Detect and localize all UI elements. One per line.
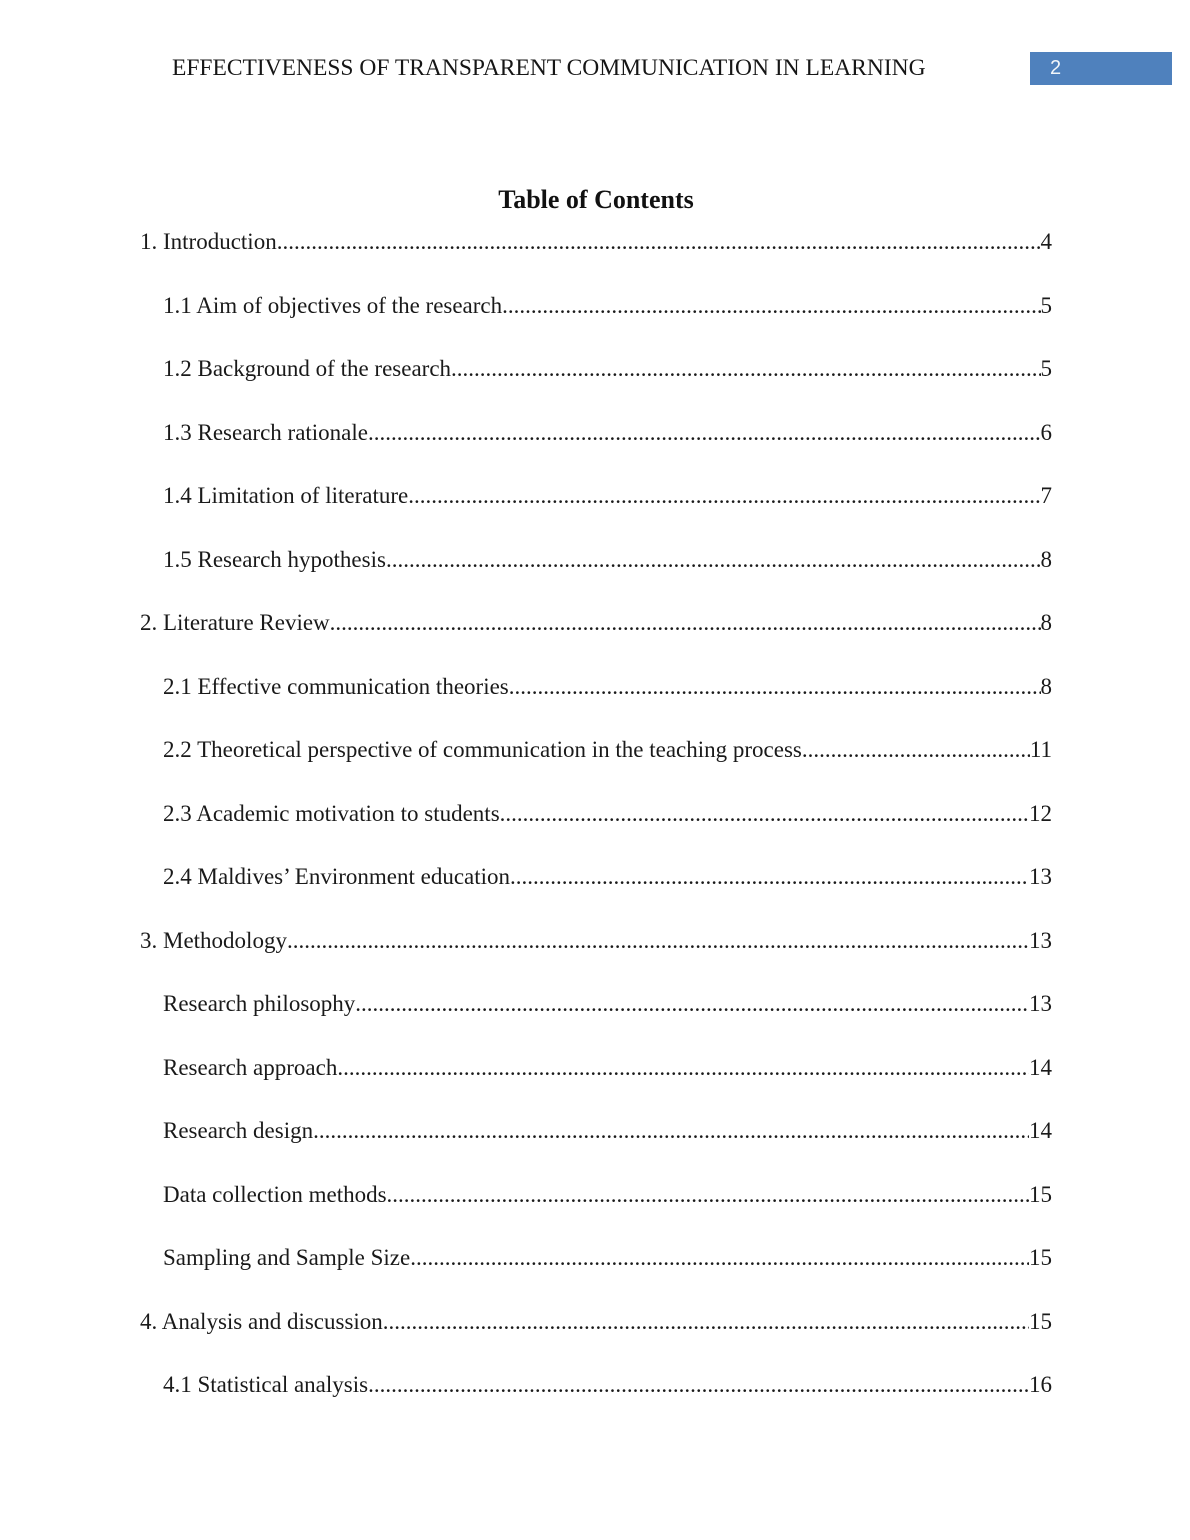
toc-entry[interactable] — [140, 800, 1052, 827]
toc-entry-page-number: 4 — [1040, 229, 1052, 254]
toc-entry[interactable] — [140, 863, 1052, 890]
toc-entry[interactable] — [140, 609, 1052, 636]
toc-entry-label: 4. Analysis and discussion — [140, 1308, 383, 1334]
toc-entry-label: 1.3 Research rationale — [163, 419, 368, 445]
toc-entry[interactable] — [140, 228, 1052, 255]
toc-dot-leader — [277, 228, 1041, 255]
toc-entry[interactable] — [140, 1117, 1052, 1144]
toc-entry-page-number: 5 — [1040, 292, 1052, 318]
toc-title: Table of Contents — [498, 185, 694, 214]
toc-entry[interactable] — [140, 1371, 1052, 1398]
toc-dot-leader — [500, 800, 1029, 827]
toc-dot-leader — [802, 736, 1030, 763]
toc-dot-leader — [408, 482, 1040, 509]
toc-entry-page-number: 13 — [1029, 864, 1052, 889]
toc-entry[interactable] — [140, 673, 1052, 700]
toc-entry-page-number: 8 — [1040, 673, 1052, 699]
toc-entry-label: 4.1 Statistical analysis — [163, 1372, 369, 1397]
toc-entry-label: Research approach — [163, 1054, 338, 1080]
toc-entry-page-number: 8 — [1040, 610, 1052, 635]
toc-entry-page-number: 13 — [1029, 991, 1052, 1016]
toc-entry-page-number: 6 — [1040, 419, 1052, 445]
toc-dot-leader — [410, 1244, 1029, 1271]
toc-entry-label: 1.4 Limitation of literature — [163, 483, 409, 508]
toc-entry-label: 1. Introduction — [140, 229, 277, 254]
toc-entry[interactable] — [140, 1181, 1052, 1208]
toc-entry-label: 1.2 Background of the research — [163, 356, 452, 381]
toc-dot-leader — [368, 1371, 1029, 1398]
toc-entry-label: 2.3 Academic motivation to students — [163, 800, 500, 826]
toc-entry[interactable] — [140, 482, 1052, 509]
toc-entry[interactable] — [140, 419, 1052, 446]
toc-entry[interactable] — [140, 355, 1052, 382]
toc-dot-leader — [387, 1181, 1029, 1208]
toc-entry-page-number: 16 — [1029, 1372, 1052, 1397]
toc-entry-page-number: 15 — [1029, 1181, 1052, 1207]
toc-dot-leader — [287, 927, 1029, 954]
toc-dot-leader — [510, 863, 1029, 890]
page-header — [140, 52, 1172, 85]
toc-dot-leader — [330, 609, 1041, 636]
toc-entry[interactable] — [140, 736, 1052, 763]
toc-entry-label: Data collection methods — [163, 1181, 387, 1207]
toc-dot-leader — [337, 1054, 1029, 1081]
toc-entry-page-number: 13 — [1029, 927, 1052, 953]
toc-entry[interactable] — [140, 1054, 1052, 1081]
page-number-badge — [1030, 52, 1172, 85]
toc-entry-label: 1.1 Aim of objectives of the research — [163, 292, 503, 318]
toc-entry-page-number: 11 — [1029, 737, 1052, 762]
toc-entry-label: 2.2 Theoretical perspective of communication in the teaching process — [163, 737, 802, 762]
toc-entry[interactable] — [140, 990, 1052, 1017]
toc-entry-label: 3. Methodology — [140, 927, 287, 953]
toc-dot-leader — [313, 1117, 1029, 1144]
toc-entry-label: Sampling and Sample Size — [163, 1245, 411, 1270]
toc-list — [140, 228, 1052, 1398]
toc-dot-leader — [386, 546, 1041, 573]
toc-dot-leader — [509, 673, 1041, 700]
toc-entry-label: 1.5 Research hypothesis — [163, 546, 386, 572]
toc-entry-page-number: 12 — [1029, 800, 1052, 826]
toc-dot-leader — [368, 419, 1041, 446]
toc-entry[interactable] — [140, 546, 1052, 573]
toc-entry-label: Research philosophy — [163, 991, 356, 1016]
table-of-contents — [140, 185, 1052, 1398]
toc-entry[interactable] — [140, 1308, 1052, 1335]
toc-entry-page-number: 14 — [1029, 1054, 1052, 1080]
toc-entry-label: Research design — [163, 1118, 314, 1143]
toc-entry[interactable] — [140, 1244, 1052, 1271]
toc-dot-leader — [502, 292, 1040, 319]
toc-entry-page-number: 7 — [1040, 483, 1052, 508]
toc-entry-page-number: 8 — [1040, 546, 1052, 572]
toc-dot-leader — [451, 355, 1040, 382]
toc-entry-page-number: 15 — [1029, 1245, 1052, 1270]
toc-dot-leader — [355, 990, 1029, 1017]
toc-entry-page-number: 14 — [1029, 1118, 1052, 1143]
page-number: 2 — [1050, 57, 1062, 79]
toc-entry[interactable] — [140, 292, 1052, 319]
toc-entry-label: 2. Literature Review — [140, 610, 330, 635]
toc-entry-page-number: 15 — [1029, 1308, 1052, 1334]
running-title: EFFECTIVENESS OF TRANSPARENT COMMUNICATION IN LEARNING — [172, 55, 926, 81]
toc-entry-label: 2.1 Effective communication theories — [163, 673, 509, 699]
toc-entry-page-number: 5 — [1040, 356, 1052, 381]
toc-dot-leader — [383, 1308, 1029, 1335]
toc-entry[interactable] — [140, 927, 1052, 954]
toc-entry-label: 2.4 Maldives’ Environment education — [163, 864, 511, 889]
